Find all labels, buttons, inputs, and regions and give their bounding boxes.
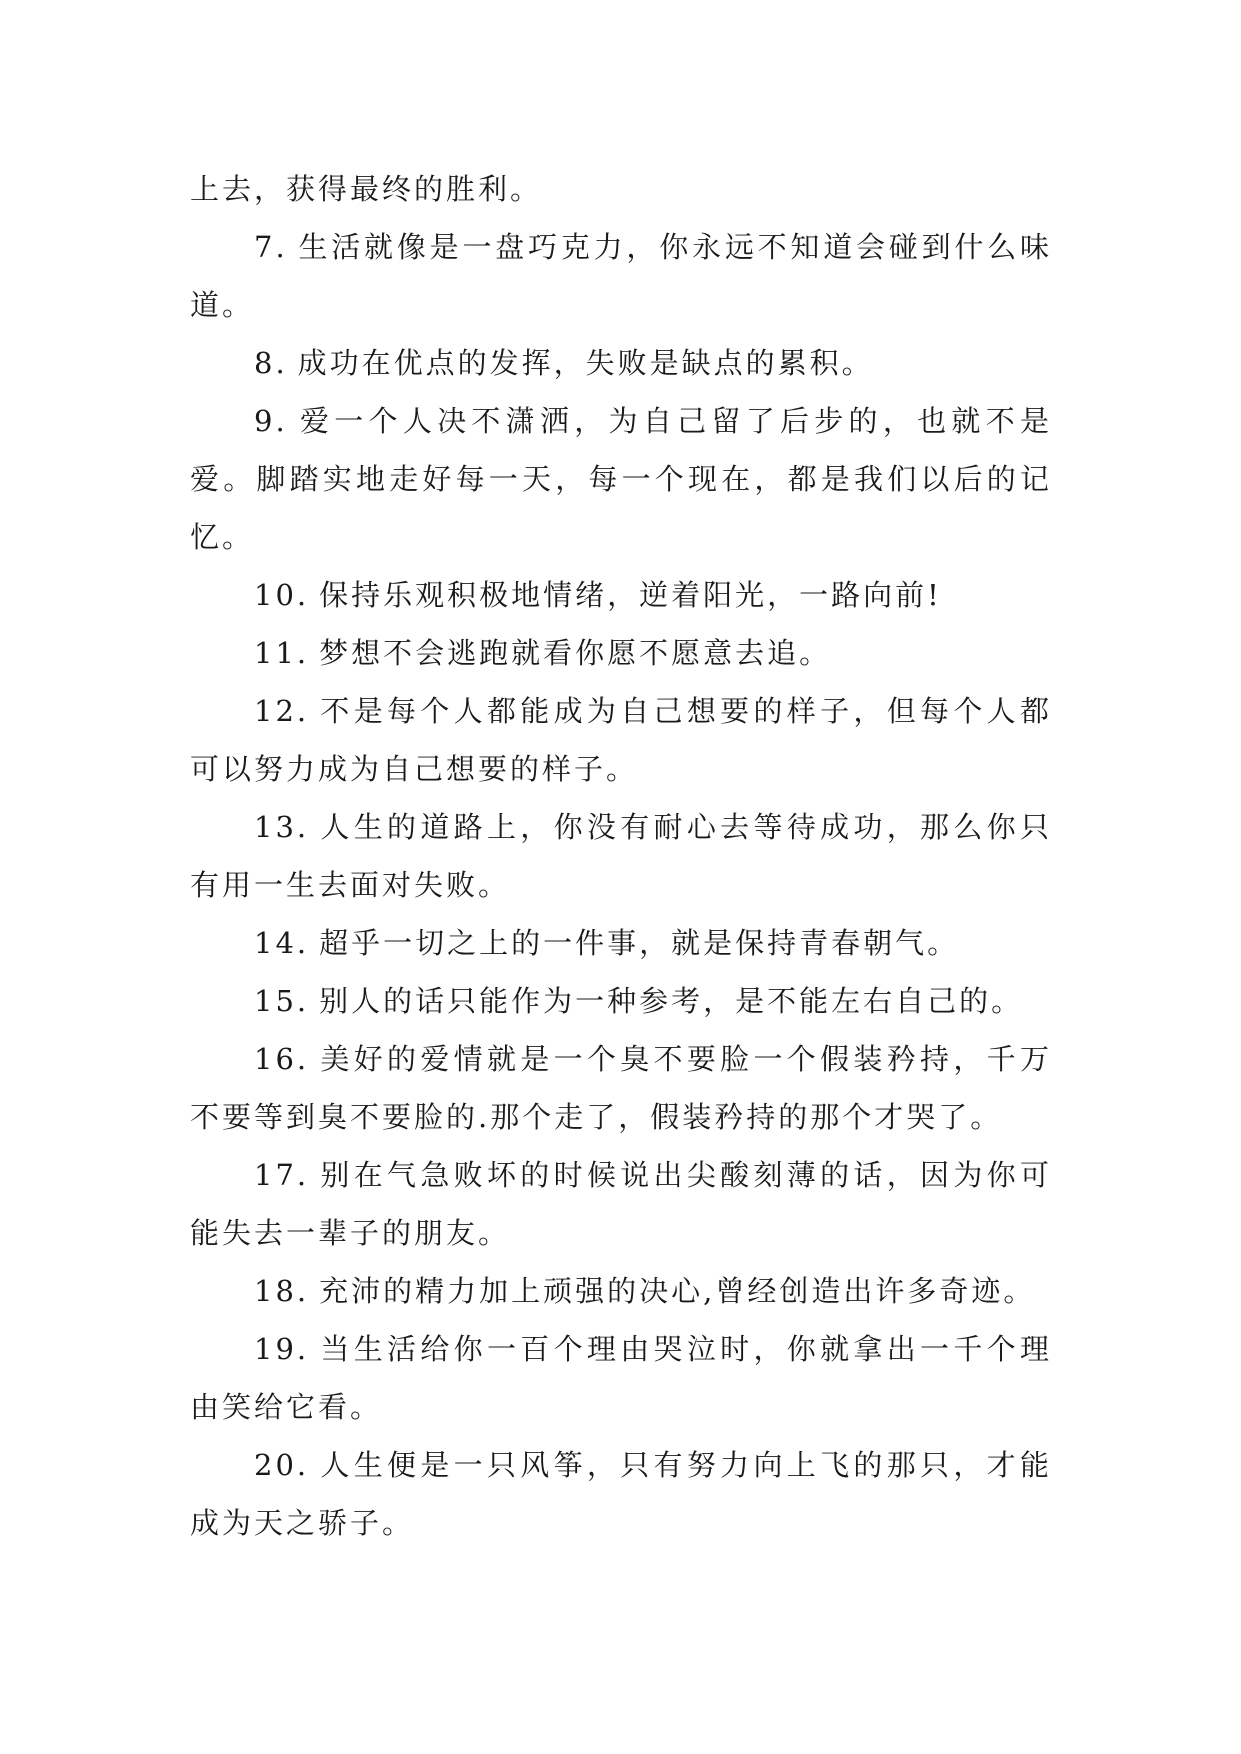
item-number: 11. xyxy=(254,636,310,670)
paragraph-text: 不是每个人都能成为自己想要的样子，但每个人都可以努力成为自己想要的样子。 xyxy=(190,694,1052,786)
item-number: 20. xyxy=(254,1448,310,1482)
paragraph-continuation xyxy=(190,160,1052,218)
item-number: 15. xyxy=(254,984,310,1018)
paragraph-text: 保持乐观积极地情绪，逆着阳光，一路向前! xyxy=(319,578,942,612)
paragraph-text: 人生便是一只风筝，只有努力向上飞的那只，才能成为天之骄子。 xyxy=(190,1448,1052,1540)
item-number: 13. xyxy=(254,810,310,844)
item-number: 8. xyxy=(254,346,288,380)
quote-item-18 xyxy=(190,1262,1052,1320)
quote-item-11 xyxy=(190,624,1052,682)
item-number: 7. xyxy=(254,230,288,264)
paragraph-text: 爱一个人决不潇洒，为自己留了后步的，也就不是爱。脚踏实地走好每一天，每一个现在，都是我们以后的记忆。 xyxy=(190,404,1052,554)
quote-item-13 xyxy=(190,798,1052,914)
quote-item-8 xyxy=(190,334,1052,392)
paragraph-text: 别人的话只能作为一种参考，是不能左右自己的。 xyxy=(319,984,1024,1018)
paragraph-text: 成功在优点的发挥，失败是缺点的累积。 xyxy=(297,346,874,380)
item-number: 9. xyxy=(254,404,288,438)
quote-item-9 xyxy=(190,392,1052,566)
quote-item-20 xyxy=(190,1436,1052,1552)
item-number: 14. xyxy=(254,926,310,960)
paragraph-text: 美好的爱情就是一个臭不要脸一个假装矜持，千万不要等到臭不要脸的.那个走了，假装矜持的那个才哭了。 xyxy=(190,1042,1052,1134)
paragraph-text: 生活就像是一盘巧克力，你永远不知道会碰到什么味道。 xyxy=(190,230,1052,322)
item-number: 10. xyxy=(254,578,310,612)
paragraph-text: 超乎一切之上的一件事，就是保持青春朝气。 xyxy=(319,926,960,960)
item-number: 18. xyxy=(254,1274,310,1308)
item-number: 17. xyxy=(254,1158,310,1192)
paragraph-text: 梦想不会逃跑就看你愿不愿意去追。 xyxy=(319,636,832,670)
quote-item-17 xyxy=(190,1146,1052,1262)
quote-item-19 xyxy=(190,1320,1052,1436)
quote-item-15 xyxy=(190,972,1052,1030)
item-number: 12. xyxy=(254,694,310,728)
paragraph-text: 当生活给你一百个理由哭泣时，你就拿出一千个理由笑给它看。 xyxy=(190,1332,1052,1424)
quote-item-12 xyxy=(190,682,1052,798)
document-body xyxy=(190,160,1052,1552)
paragraph-text: 人生的道路上，你没有耐心去等待成功，那么你只有用一生去面对失败。 xyxy=(190,810,1052,902)
quote-item-14 xyxy=(190,914,1052,972)
item-number: 16. xyxy=(254,1042,310,1076)
quote-item-16 xyxy=(190,1030,1052,1146)
paragraph-text: 别在气急败坏的时候说出尖酸刻薄的话，因为你可能失去一辈子的朋友。 xyxy=(190,1158,1052,1250)
quote-item-10 xyxy=(190,566,1052,624)
paragraph-text: 上去，获得最终的胜利。 xyxy=(190,172,543,206)
quote-item-7 xyxy=(190,218,1052,334)
paragraph-text: 充沛的精力加上顽强的决心,曾经创造出许多奇迹。 xyxy=(319,1274,1036,1308)
item-number: 19. xyxy=(254,1332,310,1366)
